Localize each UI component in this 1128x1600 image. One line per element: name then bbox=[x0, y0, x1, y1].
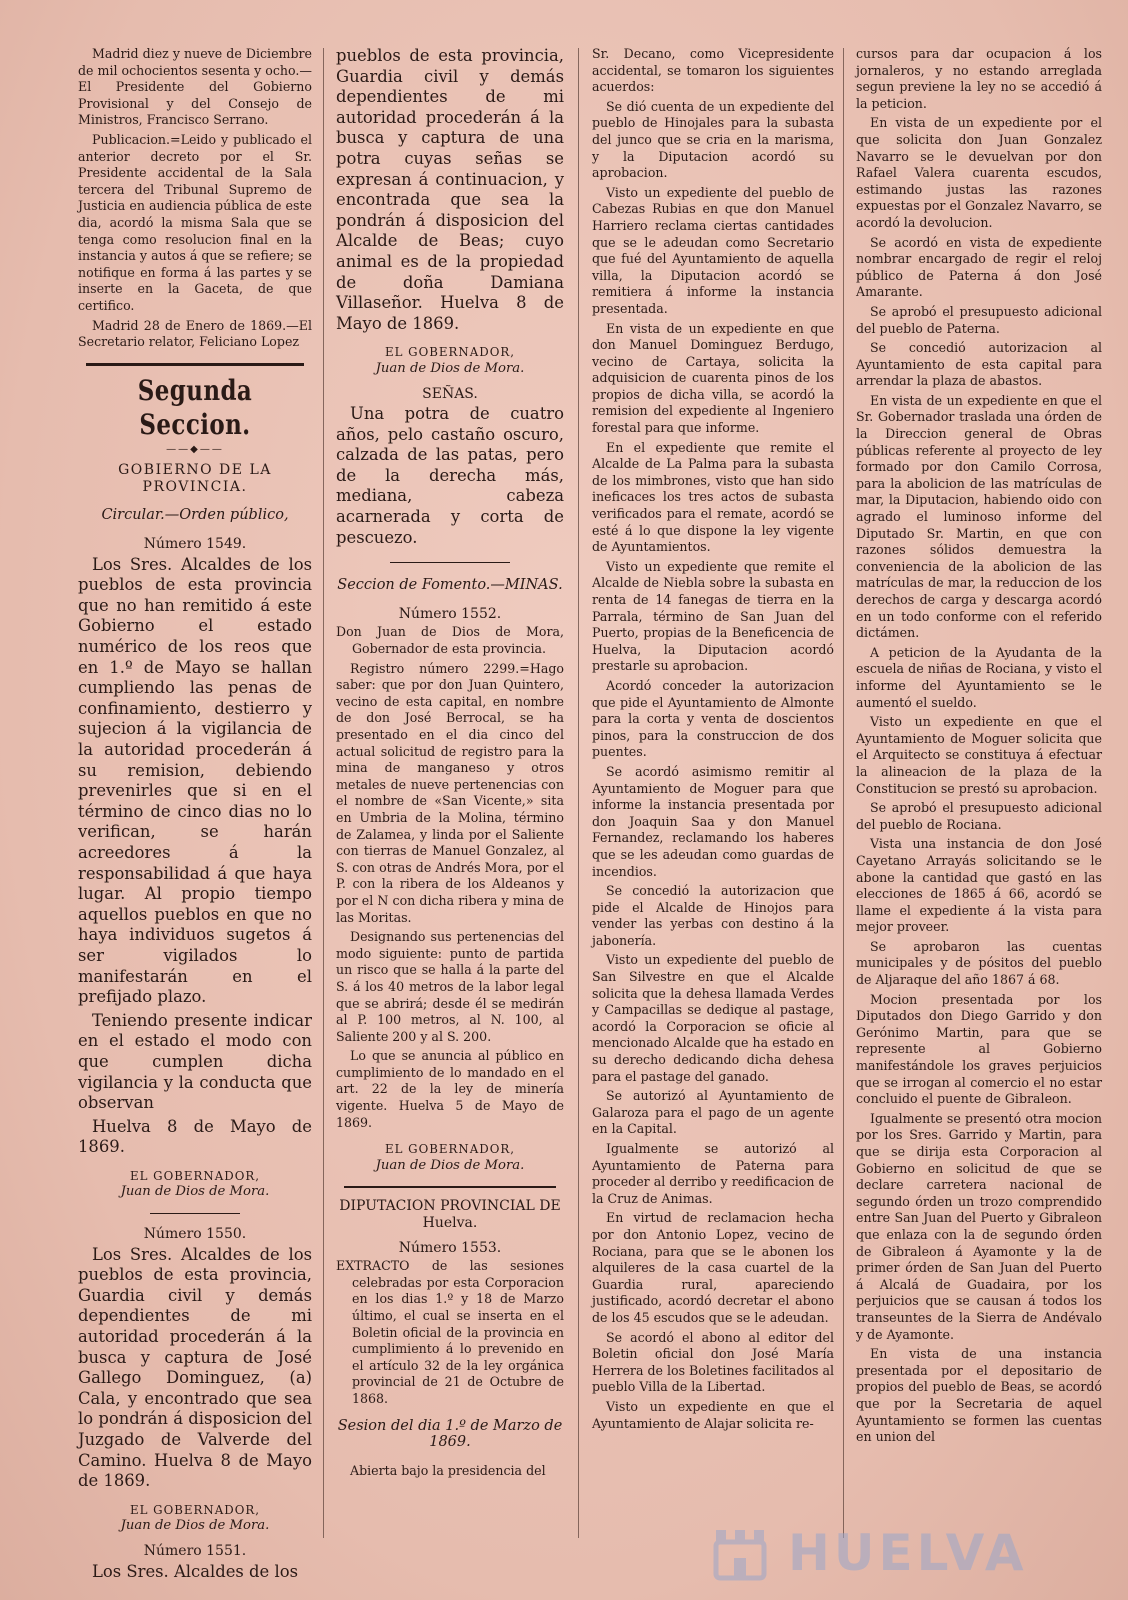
paragraph: Se dió cuenta de un expediente del pueblo de Hinojales para la subasta del junco que se cria en la marisma, y la Diputacion acordó su aprobacion. bbox=[592, 98, 834, 181]
number-1552: Número 1552. bbox=[398, 605, 502, 622]
paragraph: En vista de una instancia presentada por el depositario de propios del pueblo de Beas, se acordó que por la Secretaria de aquel Ayuntamiento se formen las cuentas en union del bbox=[856, 1346, 1102, 1445]
column-divider bbox=[323, 48, 324, 1538]
notice-1552-body-2: Designando sus pertenencias del modo siguiente: punto de partida un risco que se halla á la parte del S. á los 40 metros de la labor legal que se abrirá; desde él se medirán al P. 100 metros, al N. 100, al Saliente 200 y al S. 200. bbox=[336, 929, 564, 1044]
column-2 bbox=[336, 46, 564, 1546]
column-1 bbox=[78, 46, 312, 1581]
paragraph: En vista de un expediente en que el Sr. Gobernador traslada una órden de la Direccion general de Obras públicas referente al proyecto de ley formado por don Camilo Corrosa, para la abolicion de las matrículas de mar, la Diputacion, habiendo oido con agrado el luminoso informe del Diputado Sr. Martin, en que con razones sólidos demuestra la conveniencia de la abolicion de las matrículas de mar, la reduccion de los derechos de carga y descarga acordó en un todo conforme con el referido dictámen. bbox=[856, 392, 1102, 641]
diputacion-heading: DIPUTACION PROVINCIAL DE Huelva. bbox=[339, 1198, 561, 1232]
signature-name: Juan de Dios de Mora. bbox=[120, 1518, 270, 1534]
paragraph: En virtud de reclamacion hecha por don Antonio Lopez, vecino de Rociana, para que se le abonen los alquileres de la casa cuartel de la Guardia rural, apareciendo justificado, acordó decretar el abono de los 45 escudos que se le adeudan. bbox=[592, 1210, 834, 1325]
paragraph: Visto un expediente en que el Ayuntamiento de Moguer solicita que el Arquitecto se constituya á efectuar la alineacion de la plaza de la Constitucion se prestó su aprobacion. bbox=[856, 714, 1102, 796]
watermark-text: HUELVA bbox=[788, 1524, 1028, 1582]
number-1551: Número 1551. bbox=[143, 1542, 247, 1559]
paragraph: En el expediente que remite el Alcalde de La Palma para la subasta de los mimbrones, visto que han sido ineficaces los tres actos de subasta verificados para el remate, acordó se esté á lo que dispone la ley vigente de Ayuntamientos. bbox=[592, 439, 834, 555]
decree-closing: Madrid diez y nueve de Diciembre de mil ochocientos sesenta y ocho.— El Presidente del Gobierno Provisional y del Consejo de Ministros, Francisco Serrano. bbox=[78, 46, 312, 128]
notice-1551-continued: pueblos de esta provincia, Guardia civil y demás dependientes de mi autoridad procederán á la busca y captura de una potra cuyas señas se expresan á continuacion, y encontrada que sea la pondrán á disposicion del Alcalde de Beas; cuyo animal es de la propiedad de doña Damiana Villaseñor. Huelva 8 de Mayo de 1869. bbox=[336, 46, 564, 333]
signature-title: EL GOBERNADOR, bbox=[129, 1502, 261, 1517]
paragraph: Se aprobaron las cuentas municipales y de pósitos del pueblo de Aljaraque del año 1867 á 68. bbox=[856, 938, 1102, 988]
notice-1549-body-2: Teniendo presente indicar en el estado el modo con que cumplen dicha vigilancia y la conducta que observan bbox=[78, 1010, 312, 1113]
fomento-heading: Seccion de Fomento.—MINAS. bbox=[337, 577, 563, 594]
gobierno-heading: GOBIERNO DE LA PROVINCIA. bbox=[118, 462, 272, 495]
separator bbox=[150, 1213, 240, 1214]
paragraph: cursos para dar ocupacion á los jornaleros, y no estando arreglada segun previene la ley no se accedió á la peticion. bbox=[856, 46, 1102, 111]
notice-1552-header: Don Juan de Dios de Mora, Gobernador de esta provincia. bbox=[336, 624, 564, 657]
paragraph: A peticion de la Ayudanta de la escuela de niñas de Rociana, y visto el informe del Ayuntamiento se le aumentó el sueldo. bbox=[856, 644, 1102, 710]
paragraph: Vista una instancia de don José Cayetano Arrayás solicitando se le abone la cantidad que gastó en las elecciones de 1865 á 66, acordó se llame el expediente á la vista para mejor proveer. bbox=[856, 836, 1102, 935]
column-divider bbox=[578, 48, 579, 1538]
notice-1549-date: Huelva 8 de Mayo de 1869. bbox=[78, 1116, 312, 1157]
signature-title: EL GOBERNADOR, bbox=[384, 1142, 516, 1157]
column-4 bbox=[856, 46, 1102, 1546]
extracto-body: EXTRACTO de las sesiones celebradas por esta Corporacion en los dias 1.º y 18 de Marzo último, el cual se inserta en el Boletin oficial de la provincia en cumplimiento á lo prevenido en el artículo 32 de la ley orgánica provincial de 21 de Octubre de 1868. bbox=[336, 1258, 564, 1406]
paragraph: En vista de un expediente en que don Manuel Dominguez Berdugo, vecino de Cartaya, solicita la adquisicion de cuarenta pinos de los propios de dicha villa, se acordó la remision del expediente al Ingeniero forestal para que informe. bbox=[592, 320, 834, 436]
paragraph: Visto un expediente que remite el Alcalde de Niebla sobre la subasta en renta de 14 fanegas de tierra en la Parrala, término de San Juan del Puerto, propias de la Beneficencia de Huelva, la Diputacion acordó prestarle su aprobacion. bbox=[592, 558, 834, 674]
paragraph: Se autorizó al Ayuntamiento de Galaroza para el pago de un agente en la Capital. bbox=[592, 1088, 834, 1137]
section-rule bbox=[86, 363, 304, 366]
paragraph: Visto un expediente del pueblo de San Silvestre en que el Alcalde solicita que la dehesa llamada Verdes y Campacillas se dedique al pastage, acordó la Corporacion se oficie al mencionado Alcalde que ha estado en su derecho dedicando dicha dehesa para el pastage del ganado. bbox=[592, 952, 834, 1084]
signature-name: Juan de Dios de Mora. bbox=[375, 1157, 525, 1173]
notice-1550-body: Los Sres. Alcaldes de los pueblos de esta provincia, Guardia civil y demás dependientes de mi autoridad procederán á la busca y captura de José Gallego Dominguez, (a) Cala, y encontrado que sea lo pondrán á disposicion del Juzgado de Valverde del Camino. Huelva 8 de Mayo de 1869. bbox=[78, 1244, 312, 1491]
section-rule bbox=[344, 1186, 556, 1188]
senas-body: Una potra de cuatro años, pelo castaño oscuro, calzada de las patas, pero de la derecha más, mediana, cabeza acarnerada y corta de pescuezo. bbox=[336, 404, 564, 547]
signature-name: Juan de Dios de Mora. bbox=[120, 1184, 270, 1200]
number-1553: Número 1553. bbox=[398, 1239, 502, 1256]
paragraph: Se aprobó el presupuesto adicional del pueblo de Paterna. bbox=[856, 303, 1102, 336]
notice-1552-body: Registro número 2299.=Hago saber: que por don Juan Quintero, vecino de esta capital, en nombre de don José Berrocal, se ha presentado en el dia cinco del actual solicitud de registro para la mina de manganeso y otros metales de nueve pertenencias con el nombre de «San Vicente,» sita en Umbria de la Molina, término de Zalamea, y linda por el Saliente con tierras de Manuel Gonzalez, al S. con otras de Andrés Mora, por el P. con la ribera de los Aldeanos y por el N con dicha ribera y mina de las Moritas. bbox=[336, 660, 564, 925]
column-divider bbox=[843, 48, 844, 1538]
paragraph: Sr. Decano, como Vicepresidente accidental, se tomaron los siguientes acuerdos: bbox=[592, 46, 834, 95]
paragraph: Visto un expediente del pueblo de Cabezas Rubias en que don Manuel Harriero reclama ciertas cantidades que se le adeudan como Secretario que fué del Ayuntamiento de aquella villa, la Diputacion acordó se remitiera á informe la instancia presentada. bbox=[592, 184, 834, 316]
paragraph: Mocion presentada por los Diputados don Diego Garrido y don Gerónimo Martin, para que se represente al Gobierno manifestándole los graves perjuicios que se irrogan al comercio el no estar concluido el puente de Gibraleon. bbox=[856, 991, 1102, 1107]
paragraph: Se acordó asimismo remitir al Ayuntamiento de Moguer para que informe la instancia presentada por don Joaquin Saa y don Manuel Fernandez, reclamando los haberes que se les adeudan como guardas de incendios. bbox=[592, 763, 834, 879]
publication-note: Publicacion.=Leido y publicado el anterior decreto por el Sr. Presidente accidental de la Sala tercera del Tribunal Supremo de Justicia en audiencia pública de este dia, acordó la misma Sala que se tenga como resolucion final en la instancia y autos á que se refiere; se notifique en forma á las partes y se inserte en la Gaceta, de que certifico. bbox=[78, 131, 312, 313]
paragraph: Se acordó en vista de expediente nombrar encargado de regir el reloj público de Paterna á don José Amarante. bbox=[856, 234, 1102, 300]
number-1550: Número 1550. bbox=[143, 1226, 247, 1243]
ornament: ——◆—— bbox=[166, 443, 224, 455]
paragraph: Igualmente se autorizó al Ayuntamiento de Paterna para proceder al derribo y reedificacion de la Cruz de Animas. bbox=[592, 1141, 834, 1206]
paragraph: En vista de un expediente por el que solicita don Juan Gonzalez Navarro se le devuelvan por don Rafael Valera cuarenta escudos, estimando justas las razones expuestas por el Gonzalez Navarro, se acordó la devolucion. bbox=[856, 115, 1102, 230]
section-title: Segunda Seccion. bbox=[137, 373, 253, 441]
paragraph: Igualmente se presentó otra mocion por los Sres. Garrido y Martin, para que se dirija esta Corporacion al Gobierno en solicitud de que se declare carretera nacional de segundo órden un trozo comprendido entre San Juan del Puerto y Gibraleon que enlaza con la de segundo órden de Gibraleon á Ayamonte y la de primer órden de San Juan del Puerto á Alcalá de Guadaira, por los perjuicios que se causan á todos los transeuntes de la Sierra de Andévalo y de Ayamonte. bbox=[856, 1110, 1102, 1342]
notice-1549-body: Los Sres. Alcaldes de los pueblos de esta provincia que no han remitido á este Gobierno el estado numérico de los reos que en 1.º de Mayo se hallan cumpliendo las penas de confinamiento, destierro y sujecion á la vigilancia de la autoridad procederán á su remision, debiendo prevenirles que si en el término de cinco dias no lo verifican, se harán acreedores á la responsabilidad á que haya lugar. Al propio tiempo aquellos pueblos en que no haya individuos sugetos á ser vigilados lo manifestarán en el prefijado plazo. bbox=[78, 554, 312, 1007]
paragraph: Acordó conceder la autorizacion que pide el Ayuntamiento de Almonte para la corta y venta de doscientos pinos, para la construccion de dos puentes. bbox=[592, 677, 834, 760]
archive-watermark bbox=[708, 1512, 1028, 1592]
signature-title: EL GOBERNADOR, bbox=[129, 1168, 261, 1183]
senas-heading: SEÑAS. bbox=[422, 385, 478, 402]
signature-title: EL GOBERNADOR, bbox=[384, 345, 516, 360]
paragraph: Se concedió autorizacion al Ayuntamiento de esta capital para arrendar la plaza de abastos. bbox=[856, 340, 1102, 389]
column-3 bbox=[592, 46, 834, 1546]
signature-name: Juan de Dios de Mora. bbox=[375, 360, 525, 376]
notice-1552-body-3: Lo que se anuncia al público en cumplimiento de lo mandado en el art. 22 de la ley de minería vigente. Huelva 5 de Mayo de 1869. bbox=[336, 1048, 564, 1130]
decree-date: Madrid 28 de Enero de 1869.—El Secretario relator, Feliciano Lopez bbox=[78, 317, 312, 350]
sesion-heading: Sesion del dia 1.º de Marzo de 1869. bbox=[337, 1417, 563, 1451]
sesion-opening: Abierta bajo la presidencia del bbox=[350, 1462, 546, 1478]
notice-1551-body: Los Sres. Alcaldes de los bbox=[92, 1561, 298, 1581]
paragraph: Visto un expediente en que el Ayuntamiento de Alajar solicita re- bbox=[592, 1398, 834, 1431]
number-1549: Número 1549. bbox=[143, 536, 247, 553]
paragraph: Se acordó el abono al editor del Boletin oficial don José María Herrera de los Boletines facilitados al pueblo Villa de la Libertad. bbox=[592, 1329, 835, 1395]
paragraph: Se aprobó el presupuesto adicional del pueblo de Rociana. bbox=[856, 800, 1102, 832]
castle-icon bbox=[708, 1520, 772, 1584]
circular-heading: Circular.—Orden público, bbox=[101, 507, 289, 524]
separator bbox=[390, 562, 510, 563]
paragraph: Se concedió la autorizacion que pide el Alcalde de Hinojos para vender las yerbas con destino á la jabonería. bbox=[592, 883, 834, 948]
